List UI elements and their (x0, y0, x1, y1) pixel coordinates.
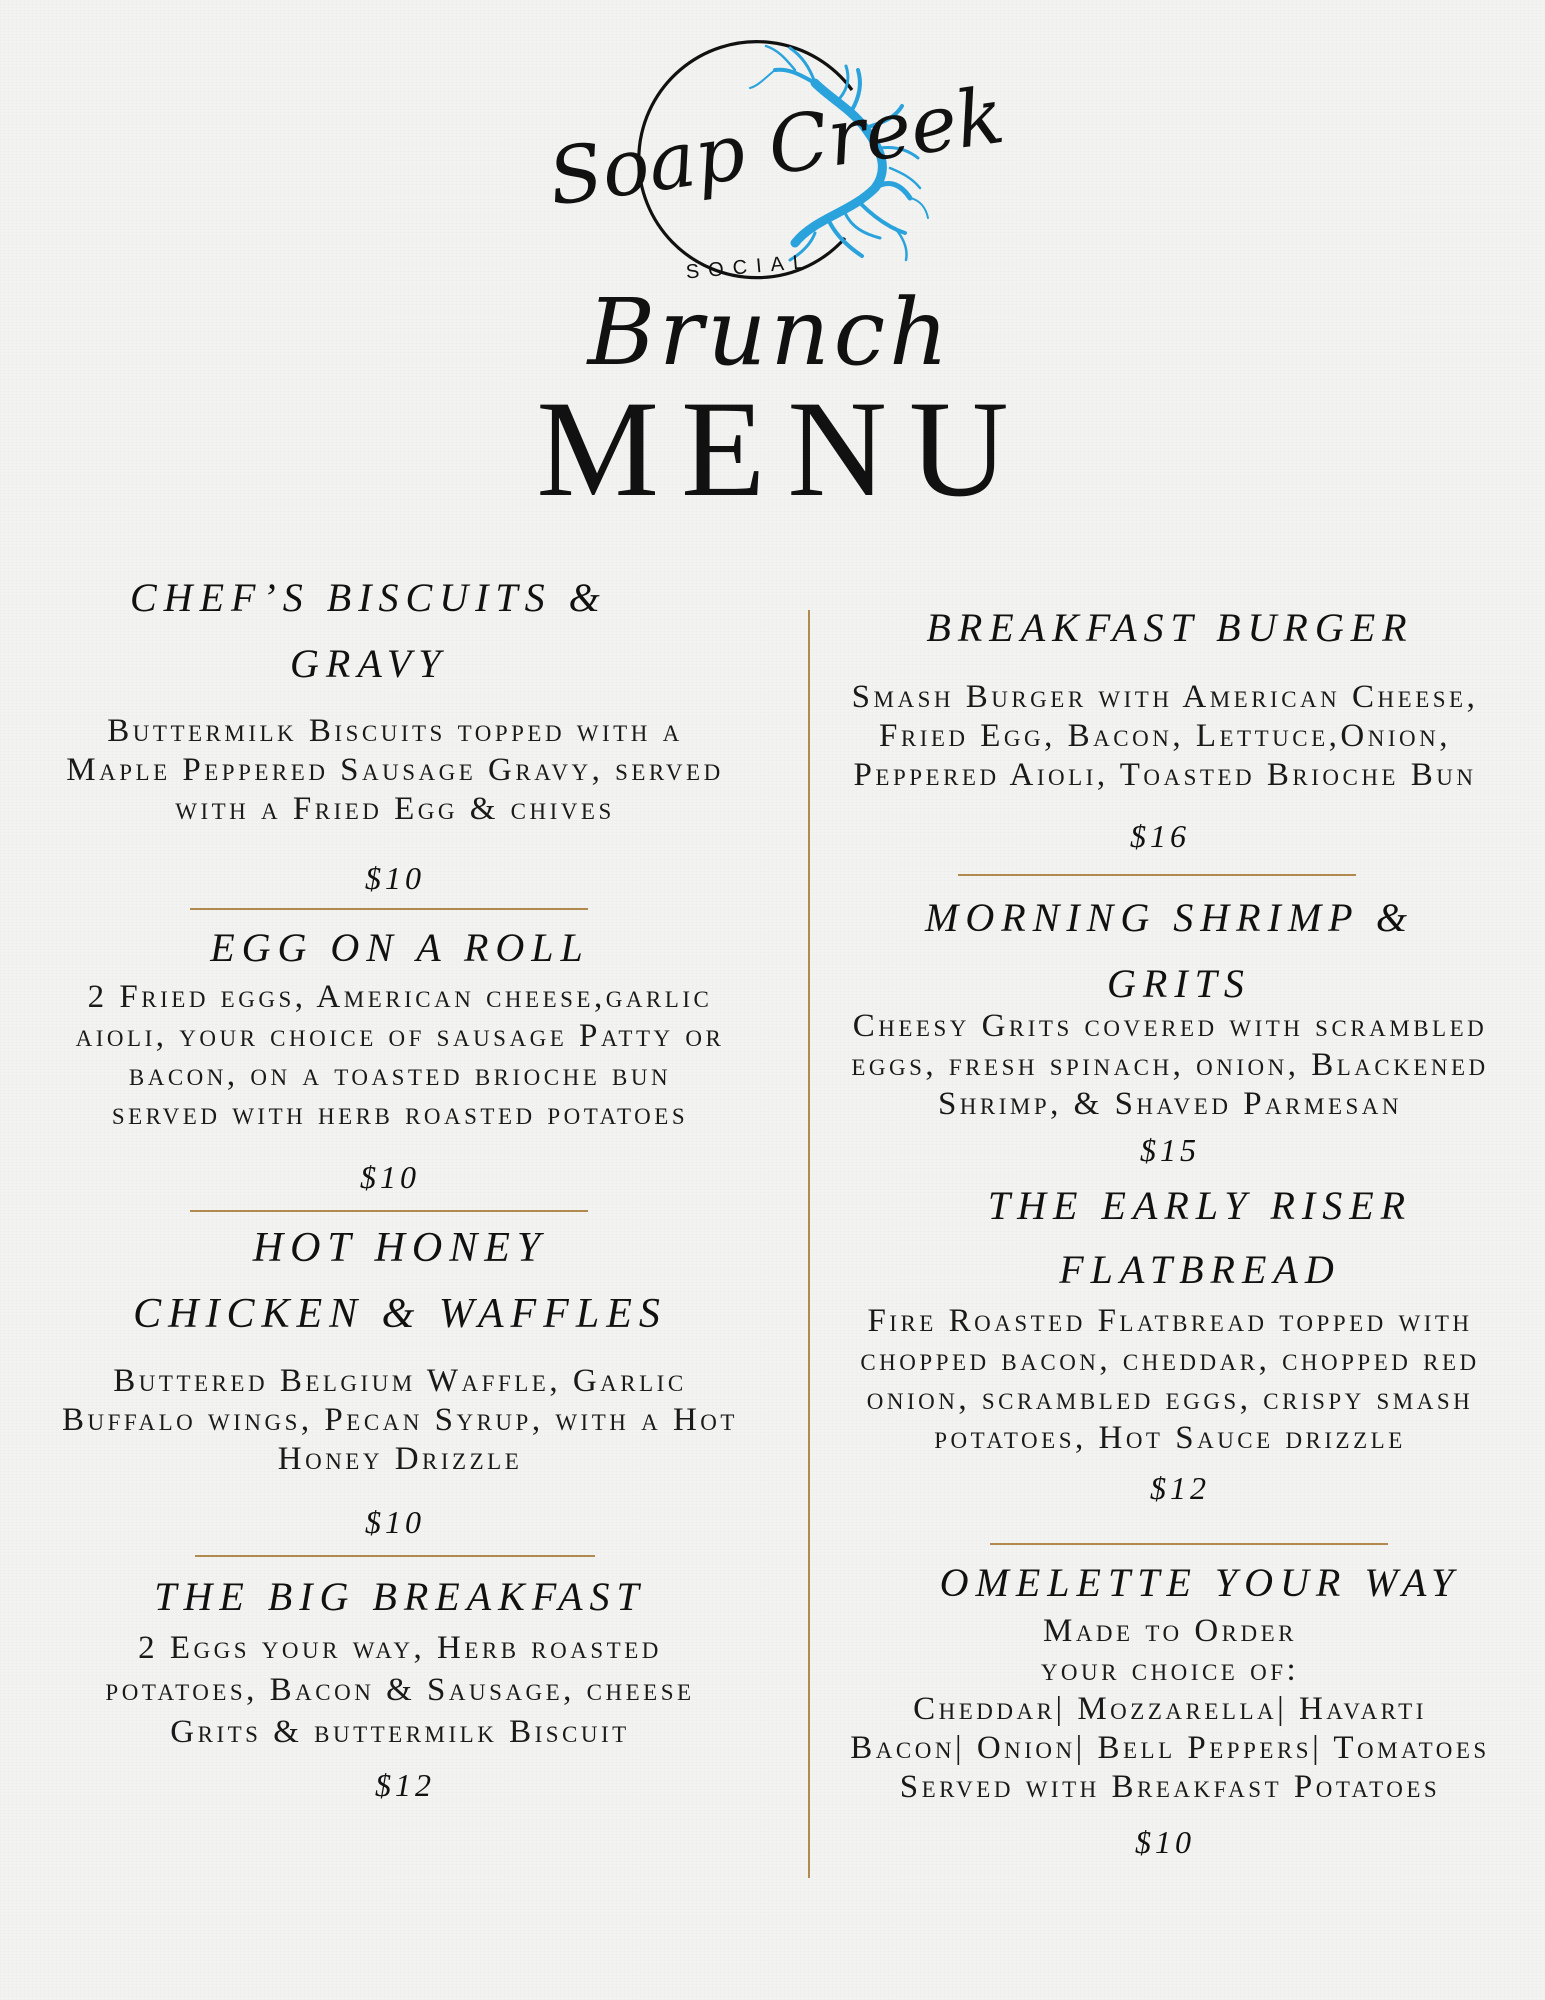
item-description: Buttered Belgium Waffle, Garlic Buffalo wings, Pecan Syrup, with a Hot Honey Drizzle (62, 1363, 738, 1477)
item-price: $10 (1135, 1824, 1195, 1860)
item-title: EGG ON A ROLL (210, 925, 590, 970)
item-description: Made to Order your choice of: Cheddar| Mozzarella| Havarti Bacon| Onion| Bell Peppers| Tomatoes Served with Breakfast Potatoes (850, 1613, 1490, 1805)
section-rule (958, 874, 1356, 876)
item-title: CHICKEN & WAFFLES (133, 1291, 667, 1337)
item-title: CHEF’S BISCUITS & (130, 575, 607, 620)
item-title: GRITS (1107, 961, 1251, 1006)
item-price: $16 (1130, 818, 1190, 854)
item-price: $10 (365, 860, 425, 896)
item-title: BREAKFAST BURGER (926, 605, 1414, 650)
section-rule (195, 1555, 595, 1557)
item-title: MORNING SHRIMP & (925, 895, 1414, 940)
item-description: 2 Fried eggs, American cheese,garlic aioli, your choice of sausage Patty or bacon, on a toasted brioche bun served with herb roasted potatoes (75, 979, 725, 1132)
item-price: $12 (375, 1767, 435, 1803)
item-description: Smash Burger with American Cheese, Fried Egg, Bacon, Lettuce,Onion, Peppered Aioli, Toasted Brioche Bun (851, 679, 1479, 793)
item-title: OMELETTE YOUR WAY (939, 1560, 1461, 1605)
item-title: GRAVY (290, 641, 448, 686)
item-description: Buttermilk Biscuits topped with a Maple Peppered Sausage Gravy, served with a Fried Egg & chives (66, 713, 724, 827)
item-title: HOT HONEY (252, 1225, 548, 1271)
column-divider (808, 610, 810, 1878)
item-title: THE EARLY RISER (987, 1183, 1413, 1228)
svg-text:Brunch: Brunch (587, 279, 953, 386)
item-price: $10 (365, 1504, 425, 1540)
section-rule (990, 1543, 1388, 1545)
item-description: Fire Roasted Flatbread topped with chopped bacon, cheddar, chopped red onion, scrambled eggs, crispy smash potatoes, Hot Sauce drizzle (860, 1303, 1480, 1456)
item-price: $10 (360, 1159, 420, 1195)
item-description: Cheesy Grits covered with scrambled eggs, fresh spinach, onion, Blackened Shrimp, & Shaved Parmesan (851, 1008, 1489, 1122)
item-price: $15 (1140, 1132, 1200, 1168)
logo-script-text: Soap Creek (543, 70, 1010, 224)
item-description: 2 Eggs your way, Herb roasted potatoes, Bacon & Sausage, cheese Grits & buttermilk Biscuit (105, 1630, 695, 1750)
item-title: FLATBREAD (1059, 1247, 1341, 1292)
item-title: THE BIG BREAKFAST (154, 1574, 646, 1619)
menu-title: MENU (536, 372, 1031, 525)
section-rule (190, 1210, 588, 1212)
soap-creek-social-logo (543, 28, 1010, 298)
section-rule (190, 908, 588, 910)
item-price: $12 (1150, 1470, 1210, 1506)
logo-social-text: SOCIAL (685, 250, 814, 284)
